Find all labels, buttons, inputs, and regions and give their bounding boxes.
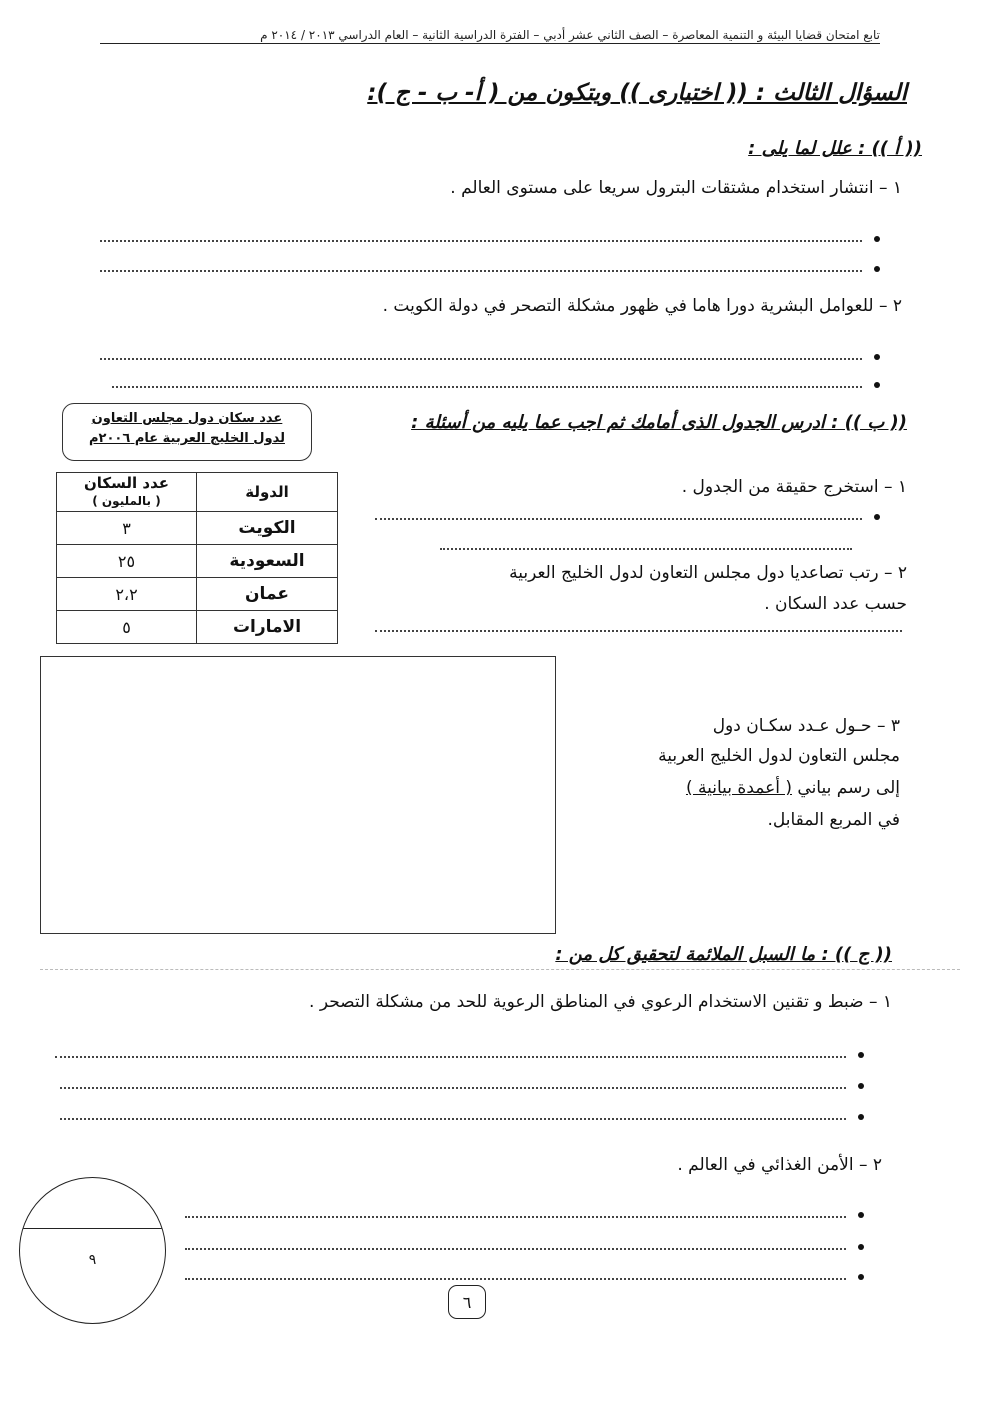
bullet-icon: [858, 1244, 864, 1250]
section-title: السؤال الثالث : (( اختيارى )) ويتكون من ( أ- ب - ج ):: [367, 80, 907, 106]
bullet-icon: [858, 1083, 864, 1089]
table-row: [57, 512, 338, 545]
answer-line[interactable]: [100, 266, 880, 272]
score-value: ٩: [88, 1252, 97, 1268]
part-b-title: (( ب )) : ادرس الجدول الذى أمامك ثم اجب عما يليه من أسئلة :: [411, 412, 907, 433]
cell-population: ٣: [57, 512, 197, 545]
table-row: [57, 545, 338, 578]
divider: [40, 969, 960, 970]
answer-line[interactable]: [60, 1083, 864, 1089]
answer-line[interactable]: [112, 382, 880, 388]
part-c-question-1: ١ – ضبط و تقنين الاستخدام الرعوي في المناطق الرعوية للحد من مشكلة التصحر .: [309, 992, 892, 1012]
score-divider: [20, 1228, 165, 1229]
cell-country: الكويت: [197, 512, 338, 545]
part-b-question-2-line-2: حسب عدد السكان .: [764, 594, 907, 614]
answer-line[interactable]: [100, 236, 880, 242]
table-caption: [62, 403, 312, 461]
answer-line[interactable]: [55, 1052, 864, 1058]
population-table: [56, 472, 338, 644]
q3-prefix: إلى رسم بياني: [792, 778, 900, 798]
part-a-question-2: ٢ – للعوامل البشرية دورا هاما في ظهور مشكلة التصحر في دولة الكويت .: [382, 296, 902, 316]
bullet-icon: [874, 382, 880, 388]
bullet-icon: [858, 1052, 864, 1058]
part-b-question-3-line-1: ٣ – حـول عـدد سكـان دول: [712, 716, 900, 736]
bullet-icon: [874, 354, 880, 360]
part-a-question-1: ١ – انتشار استخدام مشتقات البترول سريعا على مستوى العالم .: [450, 178, 902, 198]
page-number: ٦: [448, 1285, 486, 1319]
cell-population: ٢،٢: [57, 578, 197, 611]
cell-country: الامارات: [197, 611, 338, 644]
bullet-icon: [874, 236, 880, 242]
header-population-unit: ( بالمليون ): [92, 494, 161, 508]
answer-line[interactable]: [440, 548, 852, 550]
header-population: [57, 473, 197, 512]
answer-line[interactable]: [375, 630, 902, 632]
table-row: [57, 578, 338, 611]
cell-country: السعودية: [197, 545, 338, 578]
answer-line[interactable]: [185, 1212, 864, 1218]
part-c-title: (( ج )) : ما السبل الملائمة لتحقيق كل من :: [555, 944, 892, 965]
caption-line-1: عدد سكان دول مجلس التعاون: [91, 411, 283, 426]
answer-line[interactable]: [375, 514, 880, 520]
cell-population: ٥: [57, 611, 197, 644]
answer-line[interactable]: [60, 1114, 864, 1120]
answer-line[interactable]: [100, 354, 880, 360]
part-c-question-2: ٢ – الأمن الغذائي في العالم .: [677, 1155, 882, 1175]
table-header-row: [57, 473, 338, 512]
bullet-icon: [858, 1212, 864, 1218]
part-b-question-2-line-1: ٢ – رتب تصاعديا دول مجلس التعاون لدول الخليج العربية: [509, 563, 907, 583]
exam-header: تابع امتحان قضايا البيئة و التنمية المعاصرة – الصف الثاني عشر أدبي – الفترة الدراسية الثانية – العام الدراسي ٢٠١٣ / ٢٠١٤ م: [100, 28, 880, 44]
cell-country: عمان: [197, 578, 338, 611]
part-b-question-3-line-2: مجلس التعاون لدول الخليج العربية: [658, 746, 900, 766]
chart-drawing-area[interactable]: [40, 656, 556, 934]
header-population-label: عدد السكان: [83, 474, 170, 492]
score-circle: [19, 1177, 166, 1324]
part-a-title: (( أ )) : علل لما يلى :: [748, 138, 922, 159]
answer-line[interactable]: [185, 1244, 864, 1250]
q3-underlined: ( أعمدة بيانية ): [685, 778, 792, 798]
bullet-icon: [858, 1274, 864, 1280]
caption-line-2: لدول الخليج العربية عام ٢٠٠٦م: [89, 431, 285, 446]
cell-population: ٢٥: [57, 545, 197, 578]
part-b-question-3-line-3: [686, 778, 900, 798]
part-b-question-1: ١ – استخرج حقيقة من الجدول .: [681, 477, 907, 497]
part-b-question-3-line-4: في المربع المقابل.: [767, 810, 900, 830]
header-country: الدولة: [197, 473, 338, 512]
table-row: [57, 611, 338, 644]
bullet-icon: [858, 1114, 864, 1120]
bullet-icon: [874, 514, 880, 520]
bullet-icon: [874, 266, 880, 272]
answer-line[interactable]: [185, 1274, 864, 1280]
